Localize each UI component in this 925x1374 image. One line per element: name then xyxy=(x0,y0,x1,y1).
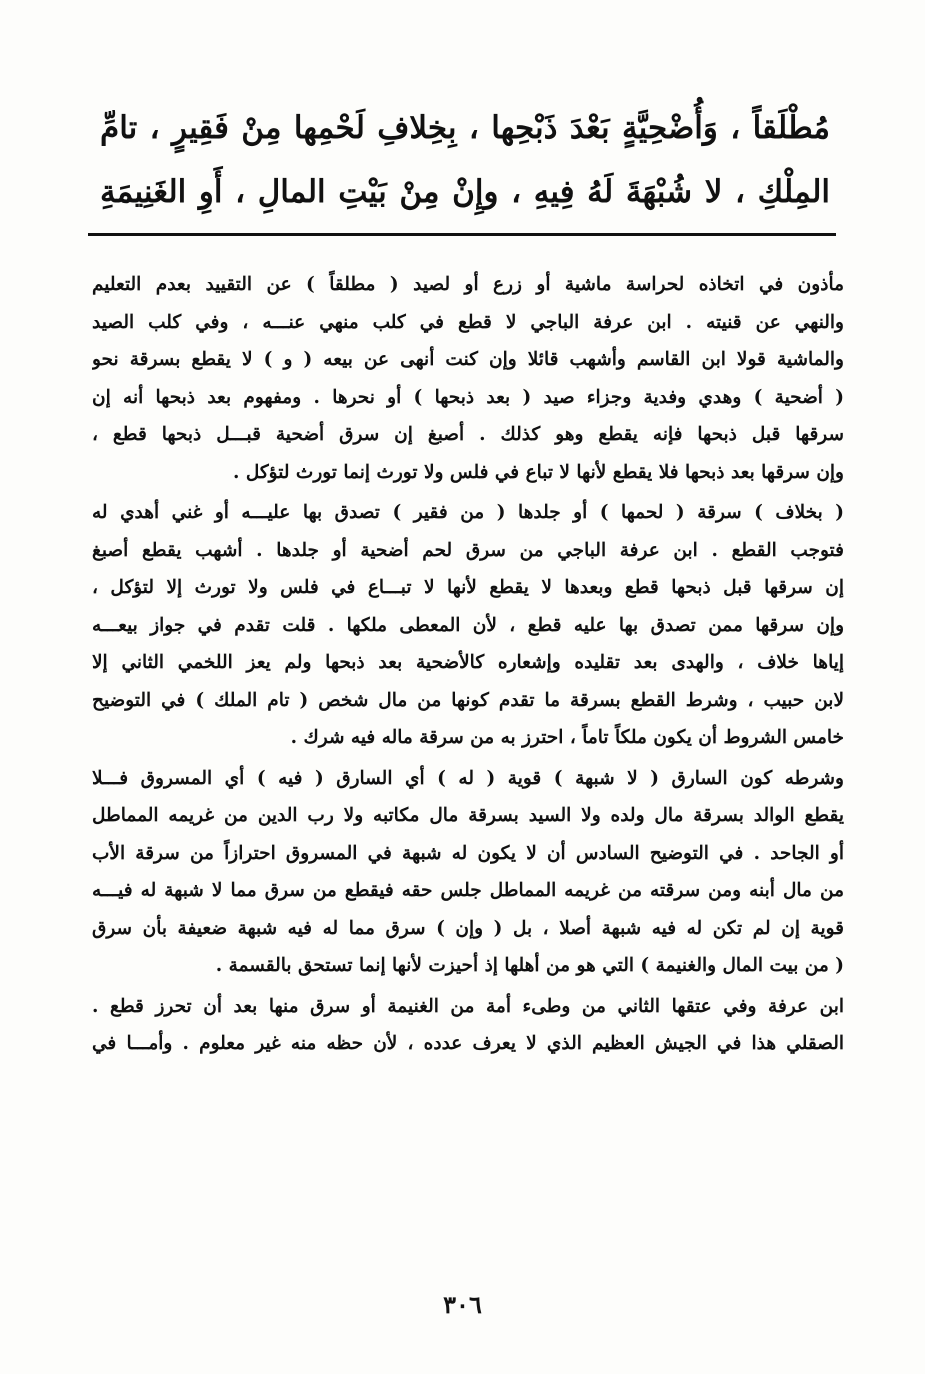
commentary-block xyxy=(92,266,844,1063)
main-text-line: المِلْكِ ، لا شُبْهَةَ لَهُ فِيهِ ، وإِنْ مِنْ بَيْتِ المالِ ، أَوِ الغَنِيمَةِ xyxy=(100,174,830,210)
page-number: ٣٠٦ xyxy=(443,1290,482,1319)
commentary-line: ( أضحية ) وهدي وفدية وجزاء صيد ( بعد ذبحها ) أو نحرها . ومفهوم بعد ذبحها أنه إن xyxy=(92,386,844,408)
commentary-line: لابن حبيب ، وشرط القطع بسرقة ما تقدم كونها من مال شخص ( تام الملك ) في التوضيح xyxy=(92,689,844,711)
commentary-line: وإن سرقها ممن تصدق بها عليه قطع ، لأن المعطى ملكها . قلت تقدم في جواز بيعـــه xyxy=(92,614,844,636)
commentary-paragraph xyxy=(92,760,844,985)
commentary-line: والماشية قولا ابن القاسم وأشهب قائلا وإن كنت أنهى عن بيعه ( و ) لا يقطع بسرقة نحو xyxy=(92,349,844,370)
commentary-line: مأذون في اتخاذه لحراسة ماشية أو زرع أو لصيد ( مطلقاً ) عن التقييد بعدم التعليم xyxy=(92,274,844,295)
commentary-line: إياها خلاف ، والهدى بعد تقليده وإشعاره كالأضحية بعد ذبحها ولم يعز اللخمي الثاني إلا xyxy=(92,652,844,673)
commentary-line: ( بخلاف ) سرقة ( لحمها ) أو جلدها ( من فقير ) تصدق بها عليـــه أو غني أهدي له xyxy=(92,502,844,523)
commentary-paragraph xyxy=(92,266,844,491)
main-text-block xyxy=(100,96,830,224)
commentary-line: ( من بيت المال والغنيمة ) التي هو من أهلها إذ أحيزت لأنها إنما تستحق بالقسمة . xyxy=(215,955,844,976)
commentary-line: ابن عرفة وفي عتقها الثاني من وطىء أمة من الغنيمة أو سرق منها بعد أن تحرز قطع . xyxy=(92,995,844,1017)
commentary-paragraph xyxy=(92,988,844,1063)
commentary-line: سرقها قبل ذبحها فإنه يقطع وهو كذلك . أصبغ إن سرق أضحية قبـــل ذبحها قطع ، xyxy=(92,424,844,445)
main-text-line: مُطْلَقاً ، وَأُضْحِيَّةٍ بَعْدَ ذَبْحِها ، بِخِلافِ لَحْمِها مِنْ فَقِيرٍ ، تامِّ xyxy=(100,110,830,146)
separator-rule xyxy=(88,233,836,236)
commentary-line: والنهي عن قنيته . ابن عرفة الباجي لا قطع في كلب منهي عنـــه ، وفي كلب الصيد xyxy=(92,311,844,333)
commentary-paragraph xyxy=(92,494,844,757)
commentary-line: فتوجب القطع . ابن عرفة الباجي من سرق لحم أضحية أو جلدها . أشهب يقطع أصبغ xyxy=(92,539,844,561)
commentary-line: أو الجاحد . في التوضيح السادس أن لا يكون له شبهة في المسروق احترازاً من سرقة الأب xyxy=(92,842,844,864)
commentary-line: وإن سرقها بعد ذبحها فلا يقطع لأنها لا تباع في فلس ولا تورث إنما تورث لتؤكل . xyxy=(232,461,844,483)
commentary-line: وشرطه كون السارق ( لا شبهة ) قوية ( له ) أي السارق ( فيه ) أي المسروق فـــلا xyxy=(92,767,844,789)
commentary-line: إن سرقها قبل ذبحها قطع وبعدها لا يقطع لأنها لا تبـــاع في فلس ولا تورث إلا لتؤكل ، xyxy=(92,577,844,598)
commentary-line: من مال أبنه ومن سرقته من غريمه المماطل جلس حقه فيقطع من سرق مما لا شبهة له فيـــه xyxy=(92,880,844,901)
commentary-line: قوية إن لم تكن له فيه شبهة أصلا ، بل ( وإن ) سرق مما له فيه شبهة ضعيفة بأن سرق xyxy=(92,917,844,939)
commentary-line: الصقلي هذا في الجيش العظيم الذي لا يعرف عدده ، لأن حظه منه غير معلوم . وأمـــا في xyxy=(92,1033,844,1054)
commentary-line: خامس الشروط أن يكون ملكاً تاماً ، احترز به من سرقة ماله فيه شرك . xyxy=(290,727,844,748)
commentary-line: يقطع الوالد بسرقة مال ولده ولا السيد بسرقة مال مكاتبه ولا رب الدين من غريمه المماطل xyxy=(92,805,844,826)
